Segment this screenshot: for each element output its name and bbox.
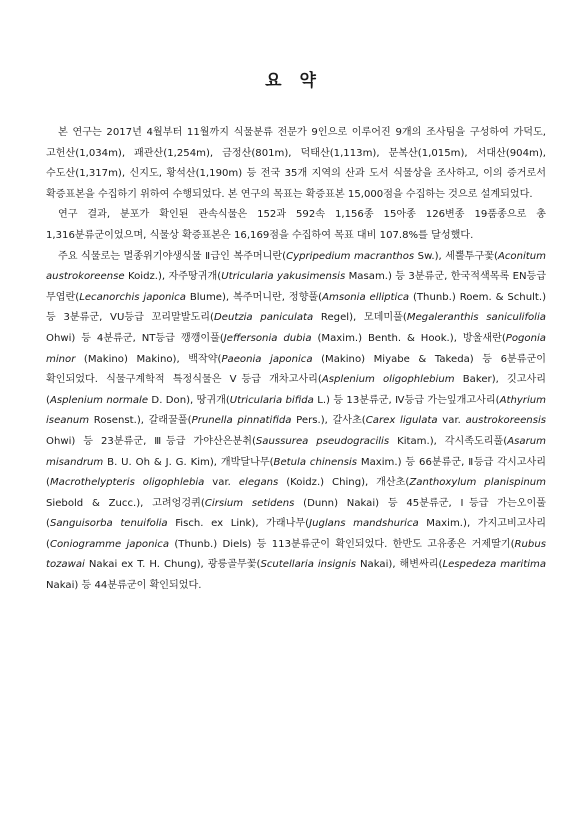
text-run: Pers.), 갈사초( bbox=[291, 415, 366, 427]
text-run: (Thunb.) Roem. & Schult.) 등 3분류군, VU등급 꼬리말발도리( bbox=[46, 291, 547, 324]
scientific-name: Cirsium setidens bbox=[204, 497, 295, 509]
scientific-name: Carex ligulata bbox=[365, 415, 438, 427]
scientific-name: Zanthoxylum planispinum bbox=[409, 477, 547, 489]
text-run: 주요 식물로는 멸종위기야생식물 Ⅱ급인 복주머니란( bbox=[58, 250, 287, 262]
paragraph bbox=[46, 205, 546, 246]
scientific-name: Prunella pinnatifida bbox=[191, 415, 292, 427]
text-run: (Makino) Miyabe & Takeda) 등 6분류군이 확인되었다. 식물구계학적 특정식물은 Ⅴ등급 개차고사리( bbox=[46, 353, 546, 386]
scientific-name: Betula chinensis bbox=[273, 456, 357, 468]
text-run: Ohwi) 등 4분류군, NT등급 깽깽이풀( bbox=[46, 332, 224, 344]
scientific-name: Jeffersonia dubia bbox=[223, 332, 312, 344]
text-run: (Dunn) Nakai) 등 45분류군, Ⅰ등급 가는오이풀( bbox=[46, 497, 546, 530]
text-run: Nakai), 해변싸리( bbox=[356, 559, 443, 571]
paragraph bbox=[46, 123, 546, 205]
scientific-name: Cypripedium macranthos bbox=[286, 250, 415, 262]
text-run: Kitam.), 각시족도리풀( bbox=[389, 435, 508, 447]
scientific-name: Amsonia elliptica bbox=[322, 291, 410, 303]
text-run: B. U. Oh & J. G. Kim), 개박달나무( bbox=[103, 456, 274, 468]
paragraph bbox=[46, 247, 546, 597]
scientific-name: elegans bbox=[238, 477, 279, 489]
text-run: D. Don), 땅귀개( bbox=[148, 394, 230, 406]
text-run: 본 연구는 2017년 4월부터 11월까지 식물분류 전문가 9인으로 이루어진 9개의 조사팀을 구성하여 가덕도, 고헌산(1,034m), 괘관산(1,254m), 금정산(801m), 덕태산(1,113m), 문복산(1,015m), 서대산(904m), 수도산(1,317m), 신지도, 황석산(1,190m) 등 전국 35개 지역의 산과 도서 식물상을 조사하고, 이의 증거로서 확증표본을 수집하기 위하여 수행되었다. 본 연구의 목표는 확증표본 15,000점을 수집하는 것으로 설계되었다. bbox=[46, 127, 546, 200]
scientific-name: Sanguisorba tenuifolia bbox=[49, 518, 168, 530]
scientific-name: Aconitum austrokoreense bbox=[46, 250, 546, 283]
text-run: var. bbox=[204, 477, 239, 489]
text-run: Koidz.), 자주땅귀개( bbox=[124, 271, 222, 283]
text-run: (Maxim.) Benth. & Hook.), 방울새란( bbox=[311, 332, 506, 344]
scientific-name: Asplenium normale bbox=[49, 394, 149, 406]
text-run: Ohwi) 등 23분류군, Ⅲ등급 가야산은분취( bbox=[46, 435, 256, 447]
scientific-name: Lecanorchis japonica bbox=[79, 291, 186, 303]
text-run: Sw.), 세뿔투구꽃( bbox=[414, 250, 498, 262]
scientific-name: Saussurea pseudogracilis bbox=[255, 435, 390, 447]
text-run: Nakai ex T. H. Chung), 광릉골무꽃( bbox=[84, 559, 261, 571]
text-run: Regel), 모데미풀( bbox=[313, 312, 407, 324]
scientific-name: Asarum misandrum bbox=[46, 435, 546, 468]
text-run: Baker), 깃고사리( bbox=[46, 374, 546, 406]
scientific-name: austrokoreensis bbox=[465, 415, 547, 427]
scientific-name: Deutzia paniculata bbox=[213, 312, 314, 324]
text-run: Maxim.), 가지고비고사리( bbox=[46, 518, 547, 550]
document-body bbox=[46, 123, 546, 597]
scientific-name: Rubus tozawai bbox=[46, 538, 546, 571]
scientific-name: Athyrium iseanum bbox=[46, 394, 546, 427]
scientific-name: Juglans mandshurica bbox=[309, 518, 419, 530]
text-run: Maxim.) 등 66분류군, Ⅱ등급 각시고사리( bbox=[46, 456, 546, 489]
scientific-name: Coniogramme japonica bbox=[49, 538, 170, 550]
text-run: Siebold & Zucc.), 고려엉겅퀴( bbox=[46, 497, 205, 509]
scientific-name: Megaleranthis saniculifolia bbox=[406, 312, 546, 324]
text-run: Nakai) 등 44분류군이 확인되었다. bbox=[46, 580, 202, 592]
scientific-name: Utricularia bifida bbox=[229, 394, 314, 406]
text-run: Masam.) 등 3분류군, 한국적색목록 EN등급 무엽란( bbox=[46, 271, 547, 303]
text-run: Rosenst.), 갈래꿀풀( bbox=[89, 415, 192, 427]
scientific-name: Scutellaria insignis bbox=[260, 559, 357, 571]
text-run: 연구 결과, 분포가 확인된 관속식물은 152과 592속 1,156종 15아종 126변종 19품종으로 총 1,316분류군이었으며, 식물상 확증표본은 16,169점을 수집하여 목표 대비 107.8%를 달성했다. bbox=[46, 209, 546, 241]
scientific-name: Lespedeza maritima bbox=[442, 559, 547, 571]
scientific-name: Asplenium oligophlebium bbox=[321, 374, 455, 386]
text-run: var. bbox=[437, 415, 466, 427]
text-run: Fisch. ex Link), 가래나무( bbox=[167, 518, 310, 530]
text-run: Blume), 복주머니란, 정향풀( bbox=[185, 291, 323, 303]
scientific-name: Paeonia japonica bbox=[221, 353, 313, 365]
scientific-name: Utricularia yakusimensis bbox=[221, 271, 346, 283]
text-run: (Koidz.) Ching), 개산초( bbox=[278, 477, 410, 489]
scientific-name: Macrothelypteris oligophlebia bbox=[49, 477, 205, 489]
page-title: 요 약 bbox=[265, 71, 322, 91]
text-run: L.) 등 13분류군, Ⅳ등급 가는잎개고사리( bbox=[313, 394, 500, 406]
scientific-name: Pogonia minor bbox=[46, 332, 546, 365]
text-run: (Thunb.) Diels) 등 113분류군이 확인되었다. 한반도 고유종은 거제딸기( bbox=[169, 538, 515, 550]
text-run: (Makino) Makino), 백작약( bbox=[75, 353, 222, 365]
